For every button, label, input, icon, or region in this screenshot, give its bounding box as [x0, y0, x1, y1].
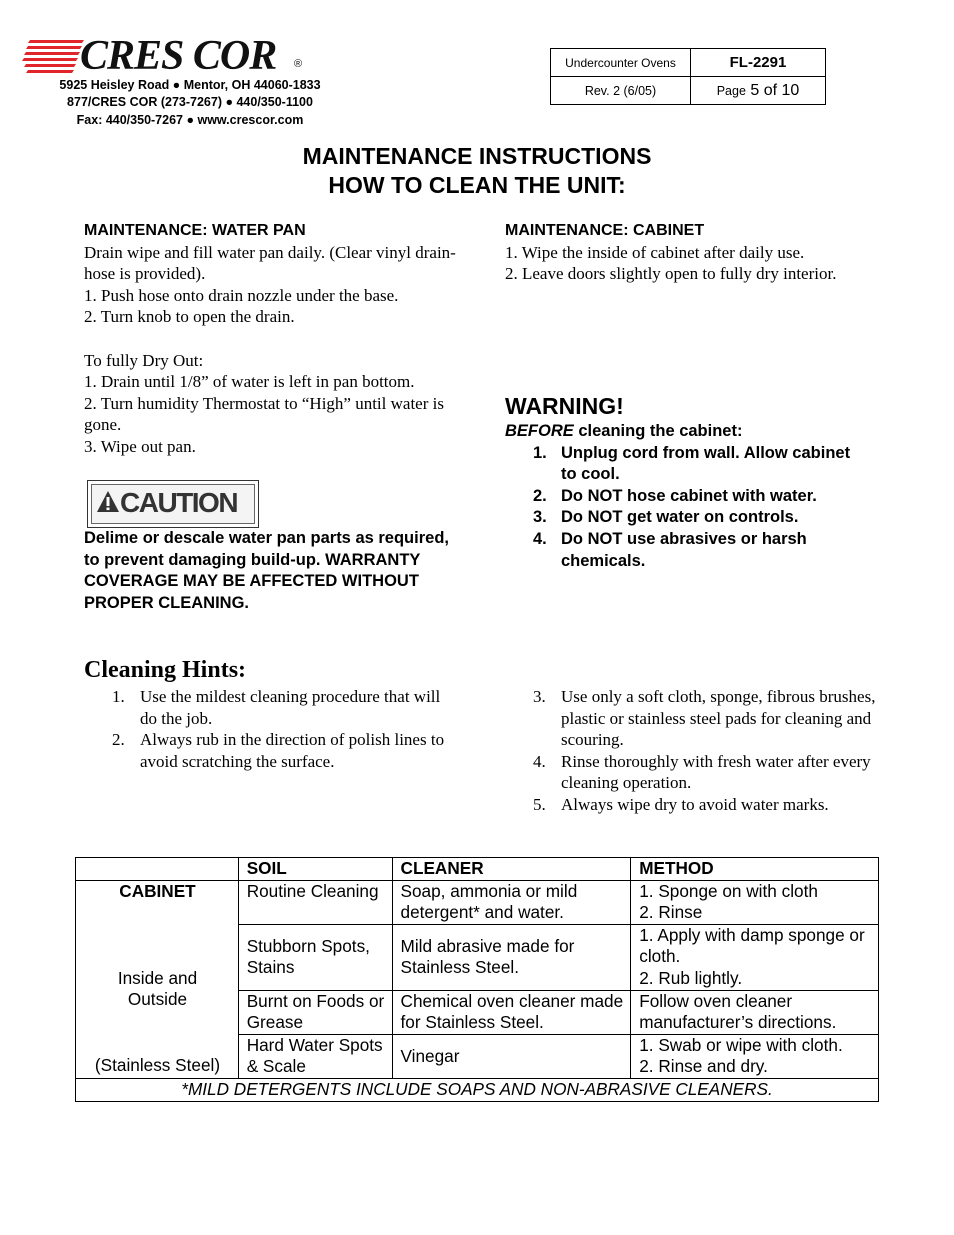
warning-section [505, 391, 865, 572]
cabinet-cell [76, 880, 239, 1078]
cleaner-cell: Soap, ammonia or mild detergent* and water. [392, 880, 631, 924]
hint-item: 4. Rinse thoroughly with fresh water after every cleaning operation. [533, 751, 871, 793]
table-footnote: *MILD DETERGENTS INCLUDE SOAPS AND NON-ABRASIVE CLEANERS. [76, 1078, 879, 1101]
hint-item: 2. Always rub in the direction of polish lines to avoid scratching the surface. [112, 730, 445, 771]
warning-before [505, 421, 865, 443]
address-line-3: Fax: 440/350-7267 ● www.crescor.com [76, 113, 304, 127]
title-line-2: HOW TO CLEAN THE UNIT: [328, 172, 626, 198]
water-pan-intro: Drain wipe and fill water pan daily. (Clear vinyl drain-hose is provided). [84, 242, 456, 284]
table-header-blank [76, 858, 239, 881]
table-header-method: METHOD [631, 858, 879, 881]
warning-item: 4. Do NOT use abrasives or harsh chemicals. [533, 529, 807, 570]
cleaning-table [75, 857, 879, 1102]
method-cell: 1. Sponge on with cloth 2. Rinse [631, 880, 879, 924]
cres-cor-logo [22, 33, 322, 80]
table-row [76, 880, 879, 924]
soil-cell: Hard Water Spots & Scale [238, 1034, 392, 1078]
table-header-row [76, 858, 879, 881]
method-cell: Follow oven cleaner manufacturer’s directions. [631, 990, 879, 1034]
page-title [0, 142, 954, 200]
cabinet-step: 2. Leave doors slightly open to fully dry interior. [505, 264, 837, 284]
warning-item: 1. Unplug cord from wall. Allow cabinet to cool. [533, 443, 851, 484]
cabinet-sub-2: (Stainless Steel) [94, 1054, 221, 1075]
table-header-soil: SOIL [238, 858, 392, 881]
dry-out-step: 2. Turn humidity Thermostat to “High” until water is gone. [84, 393, 444, 435]
product-name: Undercounter Ovens [551, 49, 691, 77]
cleaner-cell: Mild abrasive made for Stainless Steel. [392, 924, 631, 990]
warning-before-text: cleaning the cabinet: [573, 422, 743, 440]
address-line-2: 877/CRES COR (273-7267) ● 440/350-1100 [67, 95, 313, 109]
method-cell: 1. Apply with damp sponge or cloth. 2. Rub lightly. [631, 924, 879, 990]
warning-heading: WARNING! [505, 393, 624, 419]
page-prefix: Page [716, 83, 746, 98]
soil-cell: Burnt on Foods or Grease [238, 990, 392, 1034]
table-footnote-row [76, 1078, 879, 1101]
cabinet-sub-1: Inside and Outside [117, 967, 198, 1010]
logo-text: CRES COR [80, 33, 277, 79]
hint-item: 1. Use the mildest cleaning procedure that will do the job. [112, 687, 441, 728]
address-line-1: 5925 Heisley Road ● Mentor, OH 44060-1833 [59, 78, 321, 92]
warning-item: 2. Do NOT hose cabinet with water. [533, 486, 817, 505]
caution-text: Delime or descale water pan parts as required, to prevent damaging build-up. WARRANTY COVERAGE MAY BE AFFECTED WITHOUT PROPER CLEANING. [84, 529, 449, 612]
water-pan-section [84, 220, 456, 458]
water-pan-step: 1. Push hose onto drain nozzle under the base. [84, 285, 399, 305]
caution-label: CAUTION [120, 487, 238, 518]
form-number: FL-2291 [691, 49, 826, 77]
water-pan-heading: MAINTENANCE: WATER PAN [84, 222, 306, 239]
hint-item: 5. Always wipe dry to avoid water marks. [533, 794, 829, 814]
hints-list-right [505, 686, 877, 816]
cabinet-section [505, 220, 850, 285]
cabinet-heading: MAINTENANCE: CABINET [505, 222, 705, 239]
caution-badge [87, 480, 259, 528]
page-value: 5 of 10 [750, 81, 800, 99]
dry-out-step: 3. Wipe out pan. [84, 436, 196, 456]
revision: Rev. 2 (6/05) [551, 77, 691, 105]
soil-cell: Routine Cleaning [238, 880, 392, 924]
water-pan-step: 2. Turn knob to open the drain. [84, 307, 295, 327]
table-header-cleaner: CLEANER [392, 858, 631, 881]
warning-before-emphasis: BEFORE [505, 422, 574, 440]
cleaning-hints-heading: Cleaning Hints: [84, 657, 247, 683]
cleaner-cell: Vinegar [392, 1034, 631, 1078]
hint-item: 3. Use only a soft cloth, sponge, fibrous brushes, plastic or stainless steel pads for cleaning and scouring. [533, 687, 876, 750]
dry-out-step: 1. Drain until 1/8” of water is left in pan bottom. [84, 372, 415, 392]
cabinet-label: CABINET [119, 880, 196, 901]
page-number [691, 77, 826, 105]
method-cell: 1. Swab or wipe with cloth. 2. Rinse and dry. [631, 1034, 879, 1078]
hints-list-left [84, 686, 449, 772]
dry-out-heading: To fully Dry Out: [84, 350, 204, 370]
cleaner-cell: Chemical oven cleaner made for Stainless Steel. [392, 990, 631, 1034]
registered-mark: ® [294, 58, 303, 70]
document-info-box [550, 48, 826, 105]
cabinet-step: 1. Wipe the inside of cabinet after daily use. [505, 242, 805, 262]
warning-item: 3. Do NOT get water on controls. [533, 508, 799, 527]
title-line-1: MAINTENANCE INSTRUCTIONS [302, 143, 652, 169]
warning-triangle-icon [96, 490, 120, 514]
soil-cell: Stubborn Spots, Stains [238, 924, 392, 990]
warning-list [505, 443, 865, 573]
